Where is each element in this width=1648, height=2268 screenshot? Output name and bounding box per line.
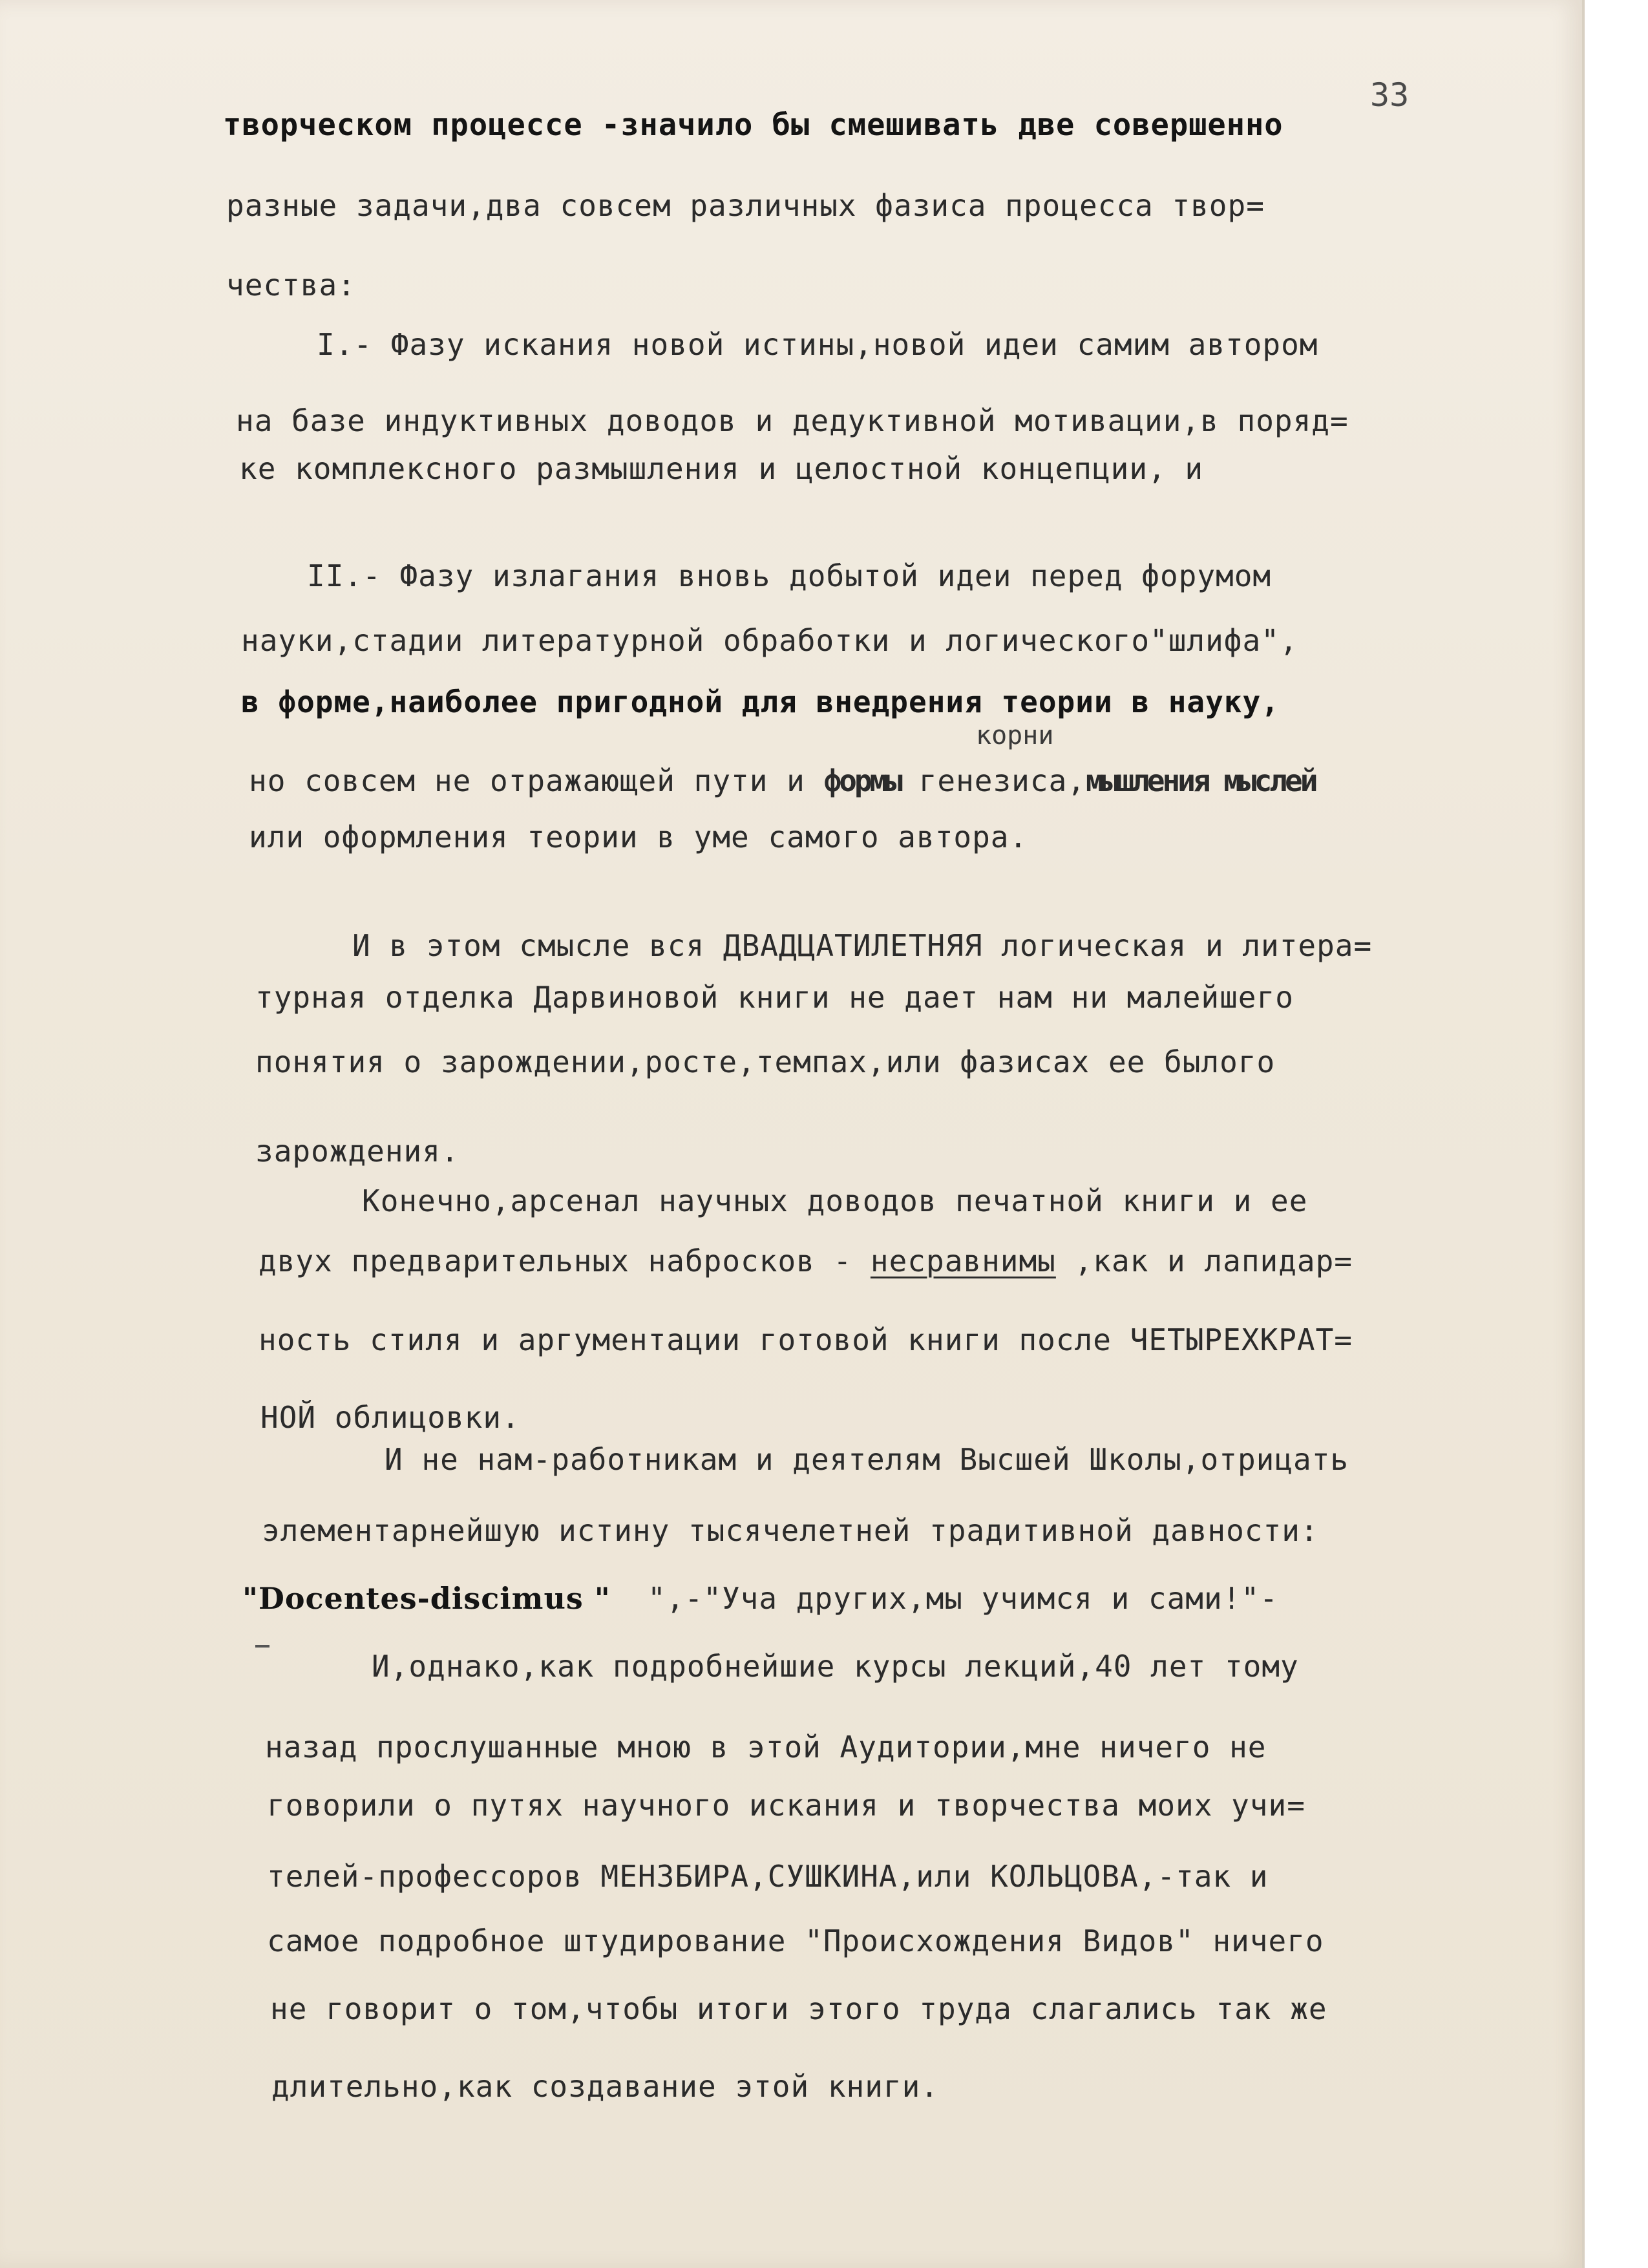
- text-line-12: И в этом смысле вся ДВАДЦАТИЛЕТНЯЯ логическая и литера=: [352, 928, 1373, 963]
- underlined-word-nesravnimy: несравнимы: [870, 1244, 1056, 1278]
- text-line-26: телей-профессоров МЕНЗБИРА,СУШКИНА,или КОЛЬЦОВА,-так и: [267, 1859, 1269, 1894]
- text-line-22-translation: ",-"Уча других,мы учимся и сами!"-: [610, 1581, 1278, 1616]
- text-line-22: [242, 1581, 1278, 1616]
- text-line-17-end: ,как и лапидар=: [1055, 1244, 1353, 1278]
- text-line-17-start: двух предварительных набросков -: [259, 1244, 871, 1278]
- text-line-21: элементарнейшую истину тысячелетней традитивной давности:: [262, 1513, 1319, 1548]
- page-edge: [1582, 0, 1585, 2268]
- page-number: 33: [1370, 76, 1410, 114]
- text-line-5: на базе индуктивных доводов и дедуктивной мотивации,в поряд=: [236, 403, 1349, 438]
- text-line-2: разные задачи,два совсем различных фазиса процесса твор=: [226, 188, 1265, 223]
- text-line-27: самое подробное штудирование "Происхождения Видов" ничего: [267, 1924, 1324, 1958]
- text-line-10-start: но совсем не отражающей пути и: [249, 763, 824, 798]
- text-line-10: [249, 763, 1316, 798]
- struck-words-myshleniya: мышления мыслей: [1085, 763, 1316, 798]
- text-line-29: длительно,как создавание этой книги.: [271, 2069, 939, 2104]
- text-line-15: зарождения.: [255, 1134, 460, 1169]
- text-line-6: ке комплексного размышления и целостной концепции, и: [239, 451, 1204, 486]
- text-line-11: или оформления теории в уме самого автора.: [249, 820, 1028, 854]
- text-line-24: назад прослушанные мною в этой Аудитории,мне ничего не: [265, 1730, 1267, 1765]
- text-line-8: науки,стадии литературной обработки и логического"шлифа",: [241, 623, 1298, 658]
- text-line-16: Конечно,арсенал научных доводов печатной книги и ее: [362, 1183, 1308, 1218]
- latin-phrase-docentes-discimus: "Docentes-discimus ": [242, 1581, 611, 1616]
- text-line-4: I.- Фазу искания новой истины,новой идеи самим автором: [317, 327, 1318, 362]
- text-line-23: И,однако,как подробнейшие курсы лекций,40 лет тому: [372, 1649, 1299, 1684]
- stray-mark: [255, 1645, 269, 1648]
- text-line-7: II.- Фазу излагания вновь добытой идеи перед форумом: [307, 558, 1272, 593]
- text-line-14: понятия о зарождении,росте,темпах,или фазисах ее былого: [255, 1044, 1276, 1079]
- text-line-13: турная отделка Дарвиновой книги не дает нам ни малейшего: [255, 980, 1294, 1015]
- text-line-9: в форме,наиболее пригодной для внедрения теории в науку,: [241, 684, 1280, 719]
- text-line-3: чества:: [226, 268, 356, 302]
- text-line-28: не говорит о том,чтобы итоги этого труда слагались так же: [270, 1991, 1327, 2026]
- text-line-25: говорили о путях научного искания и творчества моих учи=: [267, 1788, 1305, 1823]
- text-line-19: НОЙ облицовки.: [260, 1400, 520, 1435]
- text-line-1: творческом процессе -значило бы смешивать две совершенно: [223, 107, 1284, 143]
- text-line-18: ность стиля и аргументации готовой книги после ЧЕТЫРЕХКРАТ=: [259, 1322, 1353, 1357]
- text-line-20: И не нам-работникам и деятелям Высшей Школы,отрицать: [385, 1442, 1349, 1477]
- struck-word-formy: формы: [823, 763, 901, 798]
- handwritten-correction-korni: корни: [976, 721, 1054, 750]
- text-line-17: [259, 1246, 1353, 1276]
- text-line-10-middle: генезиса,: [900, 763, 1086, 798]
